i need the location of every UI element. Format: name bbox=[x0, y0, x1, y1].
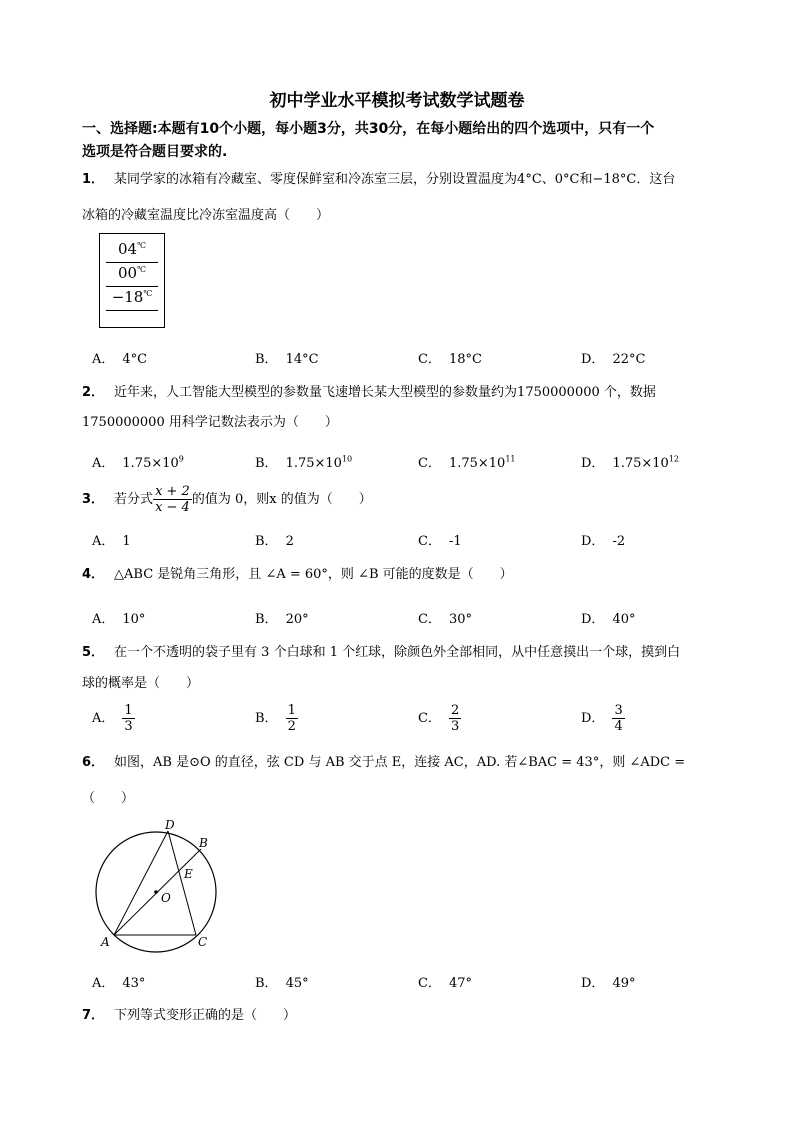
segment-ad bbox=[114, 831, 168, 935]
page-title: 初中学业水平模拟考试数学试题卷 bbox=[269, 91, 525, 111]
question-2-options bbox=[92, 452, 752, 474]
question-6-options bbox=[92, 972, 752, 994]
question-number: 1． bbox=[82, 172, 105, 187]
question-number: 2． bbox=[82, 385, 105, 400]
option-c[interactable]: C． -1 bbox=[418, 534, 462, 549]
fraction: $\frac{x + 2}{x - 4}$ bbox=[155, 484, 190, 515]
option-a[interactable]: A． $1.75\times 10^9$ bbox=[92, 454, 184, 471]
question-text: 如图，AB 是⊙O 的直径，弦 CD 与 AB 交于点 E，连接 AC，AD. 若∠BAC = 43°，则 ∠ADC = bbox=[114, 755, 686, 770]
option-c[interactable]: C． 18°C bbox=[418, 352, 482, 367]
question-6 bbox=[82, 753, 762, 773]
question-6-line2: （ ） bbox=[82, 791, 135, 806]
option-d[interactable]: D． $1.75\times 10^{12}$ bbox=[581, 454, 680, 471]
center-point bbox=[154, 890, 158, 894]
label-b: B bbox=[199, 836, 208, 850]
question-3-options bbox=[92, 530, 752, 552]
chord-cd bbox=[168, 831, 196, 935]
option-c[interactable]: C． 47° bbox=[418, 976, 472, 991]
question-5 bbox=[82, 643, 762, 663]
question-number: 6． bbox=[82, 755, 105, 770]
question-4-options bbox=[92, 608, 752, 630]
fridge-row-zero-degree: 00℃ bbox=[106, 264, 158, 287]
question-4 bbox=[82, 565, 762, 585]
question-1-options bbox=[92, 348, 752, 370]
question-text: 在一个不透明的袋子里有 3 个白球和 1 个红球，除颜色外全部相同，从中任意摸出一个球，摸到白 bbox=[114, 645, 681, 660]
question-text: 近年来，人工智能大型模型的参数量飞速增长某大型模型的参数量约为1750000000 个，数据 bbox=[114, 385, 656, 400]
label-c: C bbox=[198, 935, 208, 949]
option-c[interactable]: C． $1.75\times 10^{11}$ bbox=[418, 454, 516, 471]
option-b[interactable]: B． 20° bbox=[255, 612, 309, 627]
label-e: E bbox=[184, 867, 193, 881]
option-c[interactable]: C． $\frac{2}{3}$ bbox=[418, 703, 460, 734]
option-d[interactable]: D． -2 bbox=[581, 534, 626, 549]
section-heading-line1: 一、选择题:本题有10个小题，每小题3分，共30分，在每小题给出的四个选项中，只有一个 bbox=[82, 121, 655, 137]
question-text: △ABC 是锐角三角形，且 ∠A = 60°，则 ∠B 可能的度数是（ ） bbox=[114, 567, 513, 582]
question-3: 3． 若分式 $\frac{x + 2}{x - 4}$ 的值为 0，则x 的值为（ ） bbox=[82, 484, 372, 515]
question-text: 某同学家的冰箱有冷藏室、零度保鲜室和冷冻室三层，分别设置温度为4°C、0°C和−18°C．这台 bbox=[114, 172, 676, 187]
fridge-row-refrigerator: 04℃ bbox=[106, 240, 158, 263]
option-c[interactable]: C． 30° bbox=[418, 612, 472, 627]
option-a[interactable]: A． 43° bbox=[92, 976, 146, 991]
option-b[interactable]: B． 45° bbox=[255, 976, 309, 991]
option-b[interactable]: B． 14°C bbox=[255, 352, 319, 367]
question-2-line2: 1750000000 用科学记数法表示为（ ） bbox=[82, 415, 338, 430]
section-heading-line2: 选项是符合题目要求的. bbox=[82, 144, 228, 160]
question-number: 7． bbox=[82, 1008, 105, 1023]
option-b[interactable]: B． $\frac{1}{2}$ bbox=[255, 703, 296, 734]
label-o: O bbox=[161, 891, 171, 905]
option-a[interactable]: A． 10° bbox=[92, 612, 146, 627]
circle-geometry-figure bbox=[88, 815, 238, 955]
option-a[interactable]: A． 4°C bbox=[92, 352, 148, 367]
question-2 bbox=[82, 383, 762, 403]
question-1 bbox=[82, 170, 762, 190]
option-d[interactable]: D． 40° bbox=[581, 612, 636, 627]
label-d: D bbox=[165, 818, 175, 832]
option-d[interactable]: D． 49° bbox=[581, 976, 636, 991]
fridge-row-freezer: −18℃ bbox=[106, 288, 158, 311]
option-b[interactable]: B． 2 bbox=[255, 534, 294, 549]
question-number: 5． bbox=[82, 645, 105, 660]
question-5-line2: 球的概率是（ ） bbox=[82, 676, 200, 691]
question-number: 3． bbox=[82, 492, 105, 507]
option-b[interactable]: B． $1.75\times 10^{10}$ bbox=[255, 454, 353, 471]
question-text: 下列等式变形正确的是（ ） bbox=[114, 1008, 297, 1023]
option-a[interactable]: A． $\frac{1}{3}$ bbox=[92, 703, 133, 734]
option-d[interactable]: D． $\frac{3}{4}$ bbox=[581, 703, 623, 734]
option-a[interactable]: A． 1 bbox=[92, 534, 131, 549]
question-7 bbox=[82, 1006, 762, 1026]
question-1-line2: 冰箱的冷藏室温度比冷冻室温度高（ ） bbox=[82, 208, 330, 223]
fridge-display bbox=[99, 233, 165, 328]
option-d[interactable]: D． 22°C bbox=[581, 352, 646, 367]
question-5-options bbox=[92, 703, 752, 739]
question-number: 4． bbox=[82, 567, 105, 582]
label-a: A bbox=[101, 935, 110, 949]
